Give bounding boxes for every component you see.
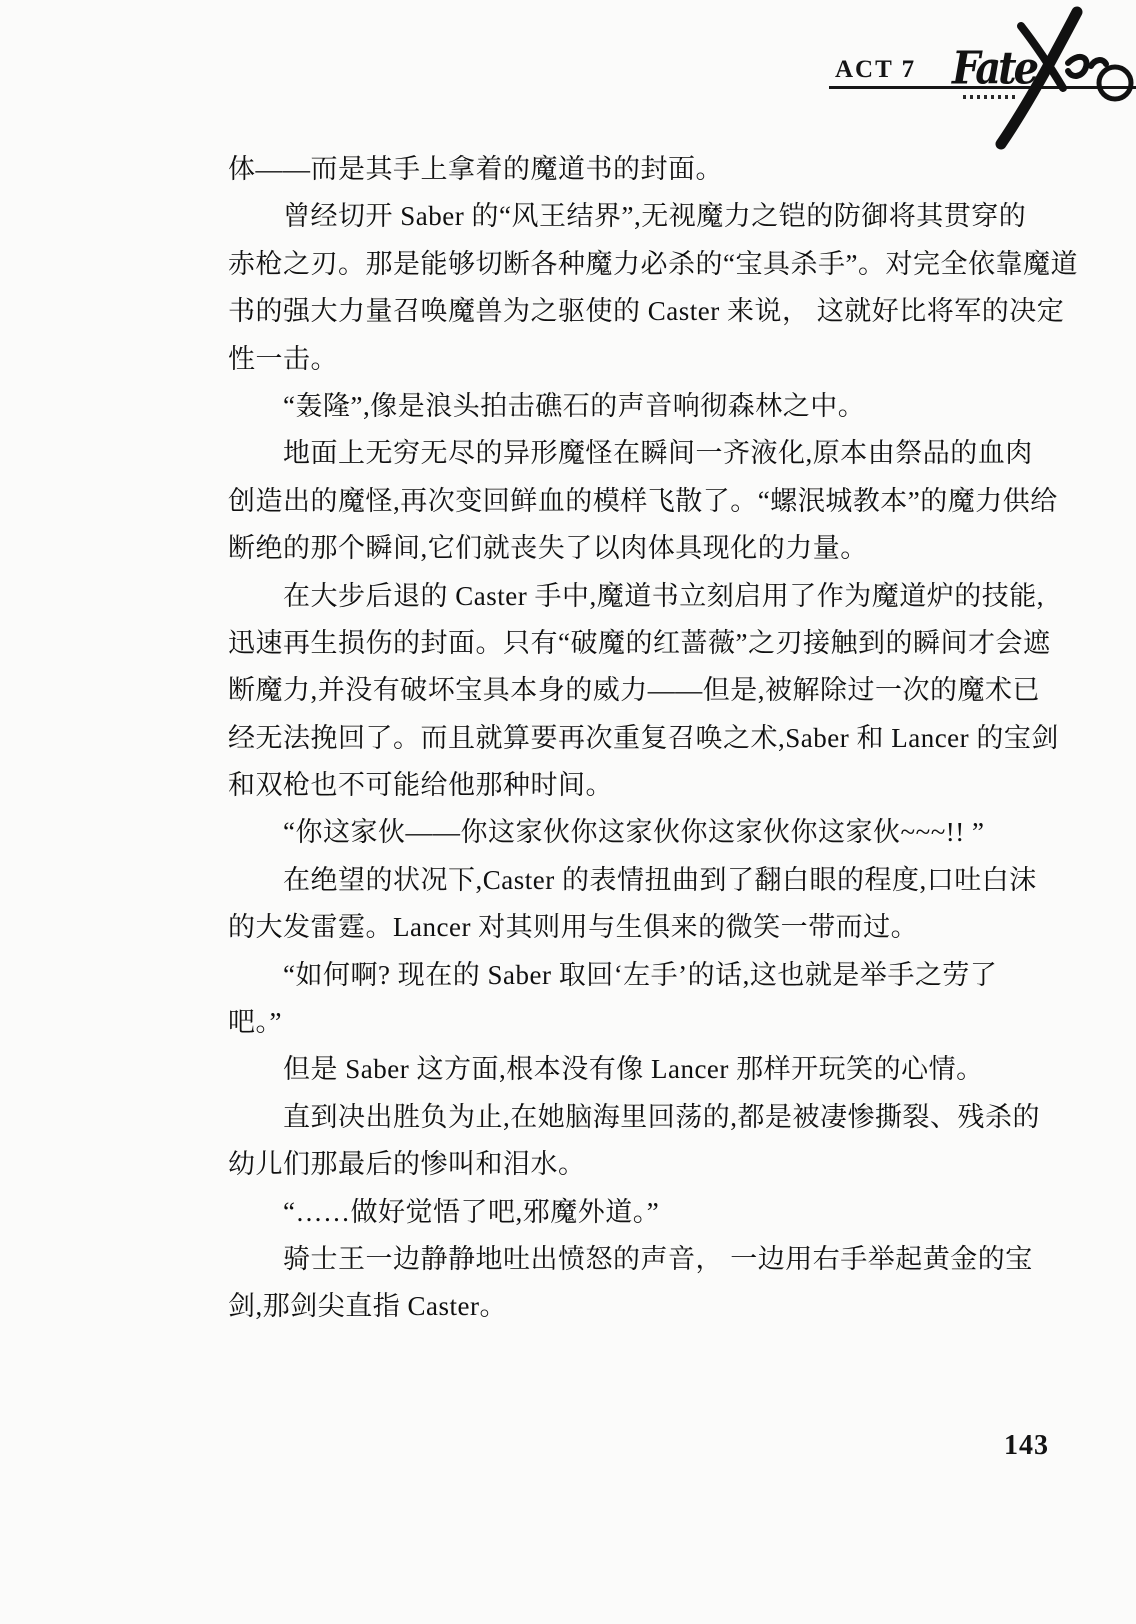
logo-subtext-mark xyxy=(963,95,1019,99)
text-line: 吧。” xyxy=(228,1007,282,1038)
text-line: 迅速再生损伤的封面。只有“破魔的红蔷薇”之刃接触到的瞬间才会遮 xyxy=(228,627,1051,658)
text-line: 的大发雷霆。Lancer 对其则用与生俱来的微笑一带而过。 xyxy=(228,912,919,943)
text-line: 断魔力,并没有破坏宝具本身的威力——但是,被解除过一次的魔术已 xyxy=(228,675,1040,706)
text-line: 在大步后退的 Caster 手中,魔道书立刻启用了作为魔道炉的技能, xyxy=(283,580,1044,611)
text-line: 但是 Saber 这方面,根本没有像 Lancer 那样开玩笑的心情。 xyxy=(283,1054,984,1085)
text-line: 幼儿们那最后的惨叫和泪水。 xyxy=(228,1149,586,1180)
act-chapter-label: ACT 7 xyxy=(835,56,917,83)
text-line: 断绝的那个瞬间,它们就丧失了以肉体具现化的力量。 xyxy=(228,533,868,564)
text-line: 曾经切开 Saber 的“风王结界”,无视魔力之铠的防御将其贯穿的 xyxy=(283,201,1027,232)
text-line: 体——而是其手上拿着的魔道书的封面。 xyxy=(228,154,723,184)
fatezero-logo xyxy=(935,0,1136,155)
text-line: 剑,那剑尖直指 Caster。 xyxy=(228,1291,507,1322)
text-line: “轰隆”,像是浪头拍击礁石的声音响彻森林之中。 xyxy=(283,390,866,421)
text-line: 直到决出胜负为止,在她脑海里回荡的,都是被凄惨撕裂、残杀的 xyxy=(283,1101,1040,1132)
text-line: “你这家伙——你这家伙你这家伙你这家伙你这家伙~~~!! ” xyxy=(283,817,985,848)
text-line: 在绝望的状况下,Caster 的表情扭曲到了翻白眼的程度,口吐白沫 xyxy=(283,864,1037,895)
text-line: 赤枪之刃。那是能够切断各种魔力必杀的“宝具杀手”。对完全依靠魔道 xyxy=(228,248,1078,279)
logo-fate-text: Fate xyxy=(952,42,1037,95)
text-line: “如何啊? 现在的 Saber 取回‘左手’的话,这也就是举手之劳了 xyxy=(283,959,998,990)
text-line: 经无法挽回了。而且就算要再次重复召唤之术,Saber 和 Lancer 的宝剑 xyxy=(228,722,1059,753)
page-text-block xyxy=(228,146,1078,1331)
text-line: 和双枪也不可能给他那种时间。 xyxy=(228,770,613,801)
text-line: 书的强大力量召唤魔兽为之驱使的 Caster 来说， 这就好比将军的决定 xyxy=(228,296,1065,327)
text-line: 创造出的魔怪,再次变回鲜血的模样飞散了。“螺泯城教本”的魔力供给 xyxy=(228,485,1058,516)
text-line: 地面上无穷无尽的异形魔怪在瞬间一齐液化,原本由祭品的血肉 xyxy=(283,438,1033,469)
text-line: “……做好觉悟了吧,邪魔外道。” xyxy=(283,1196,660,1227)
page-number: 143 xyxy=(1004,1430,1049,1461)
text-line: 骑士王一边静静地吐出愤怒的声音， 一边用右手举起黄金的宝 xyxy=(283,1243,1033,1274)
text-line: 性一击。 xyxy=(228,343,338,374)
